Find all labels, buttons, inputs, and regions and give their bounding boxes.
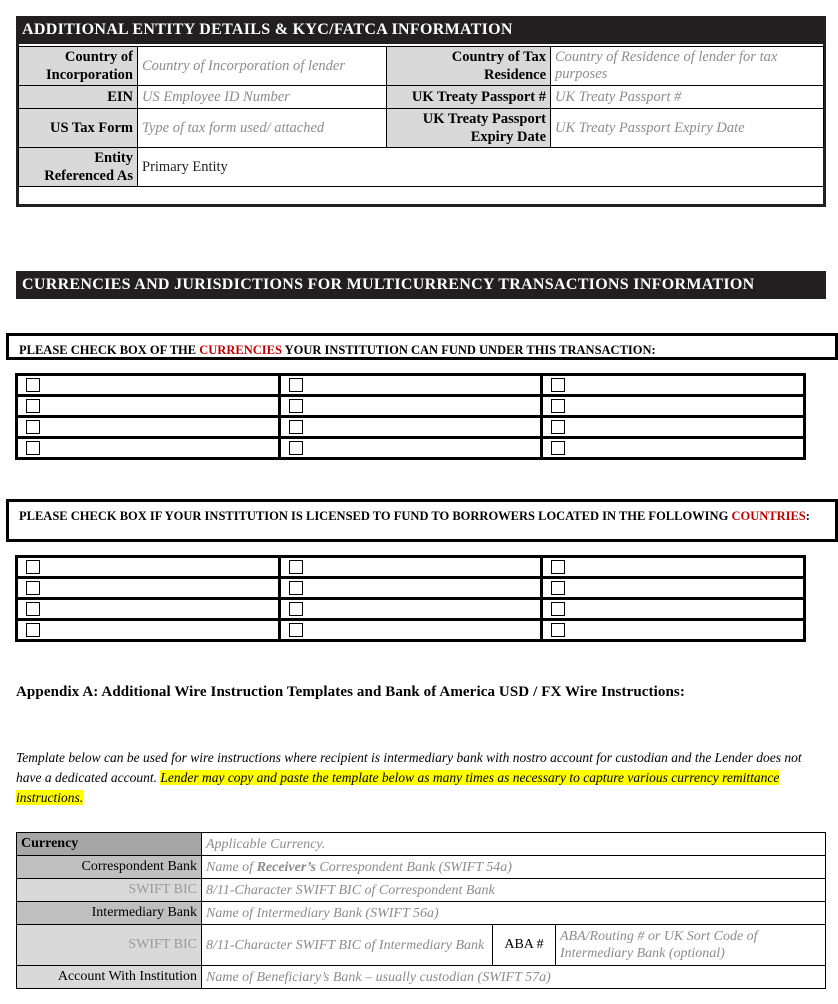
currency-checkbox[interactable] (551, 399, 565, 413)
currency-checkbox[interactable] (289, 420, 303, 434)
country-cell (542, 599, 805, 620)
currency-cell (17, 375, 280, 396)
swift-bic-field-1[interactable]: 8/11-Character SWIFT BIC of Correspondent Bank (202, 879, 826, 902)
currency-cell (279, 417, 542, 438)
currency-checkbox[interactable] (289, 441, 303, 455)
aba-field[interactable]: ABA/Routing # or UK Sort Code of Intermediary Bank (optional) (556, 925, 826, 966)
entity-referenced-label: Entity Referenced As (19, 148, 138, 187)
correspondent-bank-placeholder-bold: Receiver’s (256, 859, 316, 875)
uk-treaty-passport-field[interactable]: UK Treaty Passport # (551, 86, 824, 109)
countries-notice-red: COUNTRIES (731, 509, 806, 523)
entity-section-title: ADDITIONAL ENTITY DETAILS & KYC/FATCA INFORMATION (16, 16, 826, 44)
template-note-text: Template below can be used for wire instructions where recipient is intermediary bank with nostro account for custodian and the Lender does not have a dedicated account. (16, 750, 802, 785)
account-with-institution-label: Account With Institution (17, 966, 202, 989)
currency-checkbox[interactable] (289, 399, 303, 413)
account-with-institution-field[interactable]: Name of Beneficiary’s Bank – usually custodian (SWIFT 57a) (202, 966, 826, 989)
country-checkbox[interactable] (26, 581, 40, 595)
currencies-notice-red: CURRENCIES (199, 343, 282, 357)
template-note-highlight: Lender may copy and paste the template below as many times as necessary to capture various currency remittance instructions. (16, 770, 780, 805)
currencies-notice-post: YOUR INSTITUTION CAN FUND UNDER THIS TRANSACTION: (281, 343, 656, 357)
currency-cell (542, 375, 805, 396)
intermediary-bank-field[interactable]: Name of Intermediary Bank (SWIFT 56a) (202, 902, 826, 925)
currency-cell (542, 417, 805, 438)
countries-notice (6, 499, 838, 542)
country-cell (279, 620, 542, 641)
us-tax-form-label: US Tax Form (19, 109, 138, 148)
intermediary-bank-label: Intermediary Bank (17, 902, 202, 925)
currency-cell (542, 396, 805, 417)
currencies-checkbox-grid (15, 373, 806, 460)
currencies-notice-pre: PLEASE CHECK BOX OF THE (19, 343, 200, 357)
currency-checkbox[interactable] (26, 420, 40, 434)
currency-checkbox[interactable] (551, 441, 565, 455)
currency-cell (279, 438, 542, 459)
country-cell (17, 620, 280, 641)
country-cell (17, 599, 280, 620)
uk-passport-expiry-field[interactable]: UK Treaty Passport Expiry Date (551, 109, 824, 148)
country-cell (279, 599, 542, 620)
country-cell (17, 578, 280, 599)
country-checkbox[interactable] (551, 623, 565, 637)
swift-bic-label-1: SWIFT BIC (17, 879, 202, 902)
currency-checkbox[interactable] (289, 378, 303, 392)
country-checkbox[interactable] (551, 602, 565, 616)
country-checkbox[interactable] (289, 623, 303, 637)
country-checkbox[interactable] (289, 581, 303, 595)
country-cell (542, 578, 805, 599)
entity-details-table (18, 46, 824, 187)
currency-field[interactable]: Applicable Currency. (202, 833, 826, 856)
country-checkbox[interactable] (26, 602, 40, 616)
country-incorporation-field[interactable]: Country of Incorporation of lender (138, 47, 387, 86)
uk-treaty-passport-label: UK Treaty Passport # (387, 86, 551, 109)
countries-notice-pre: PLEASE CHECK BOX IF YOUR INSTITUTION IS LICENSED TO FUND TO BORROWERS LOCATED IN THE FOLLOWING (19, 509, 732, 523)
currency-cell (279, 375, 542, 396)
countries-checkbox-grid (15, 555, 806, 642)
country-cell (17, 557, 280, 578)
currency-label: Currency (17, 833, 202, 856)
country-tax-residence-label: Country of Tax Residence (387, 47, 551, 86)
country-cell (542, 620, 805, 641)
template-note (16, 748, 826, 808)
aba-label: ABA # (493, 925, 556, 966)
currency-checkbox[interactable] (551, 420, 565, 434)
currency-cell (279, 396, 542, 417)
correspondent-bank-placeholder-pre: Name of (206, 859, 257, 875)
country-cell (279, 557, 542, 578)
currency-cell (17, 417, 280, 438)
country-cell (279, 578, 542, 599)
appendix-heading: Appendix A: Additional Wire Instruction Templates and Bank of America USD / FX Wire Instructions: (16, 684, 685, 700)
wire-instructions-table (16, 832, 826, 989)
country-checkbox[interactable] (551, 581, 565, 595)
us-tax-form-field[interactable]: Type of tax form used/ attached (138, 109, 387, 148)
country-cell (542, 557, 805, 578)
correspondent-bank-placeholder-post: Correspondent Bank (SWIFT 54a) (315, 859, 512, 875)
ein-field[interactable]: US Employee ID Number (138, 86, 387, 109)
country-checkbox[interactable] (26, 623, 40, 637)
currency-cell (542, 438, 805, 459)
currency-checkbox[interactable] (26, 399, 40, 413)
currency-checkbox[interactable] (26, 441, 40, 455)
uk-passport-expiry-label: UK Treaty Passport Expiry Date (387, 109, 551, 148)
currencies-section-title: CURRENCIES AND JURISDICTIONS FOR MULTICURRENCY TRANSACTIONS INFORMATION (16, 271, 826, 299)
country-checkbox[interactable] (289, 560, 303, 574)
currency-cell (17, 438, 280, 459)
countries-notice-post: : (805, 509, 810, 523)
country-checkbox[interactable] (289, 602, 303, 616)
swift-bic-field-2[interactable]: 8/11-Character SWIFT BIC of Intermediary Bank (202, 925, 493, 966)
correspondent-bank-label: Correspondent Bank (17, 856, 202, 879)
currencies-notice (6, 333, 838, 360)
ein-label: EIN (19, 86, 138, 109)
country-checkbox[interactable] (26, 560, 40, 574)
country-incorporation-label: Country of Incorporation (19, 47, 138, 86)
country-tax-residence-field[interactable]: Country of Residence of lender for tax purposes (551, 47, 824, 86)
country-checkbox[interactable] (551, 560, 565, 574)
entity-referenced-field[interactable]: Primary Entity (138, 148, 824, 187)
currency-checkbox[interactable] (551, 378, 565, 392)
swift-bic-label-2: SWIFT BIC (17, 925, 202, 966)
correspondent-bank-field[interactable] (202, 856, 826, 879)
currency-cell (17, 396, 280, 417)
currency-checkbox[interactable] (26, 378, 40, 392)
